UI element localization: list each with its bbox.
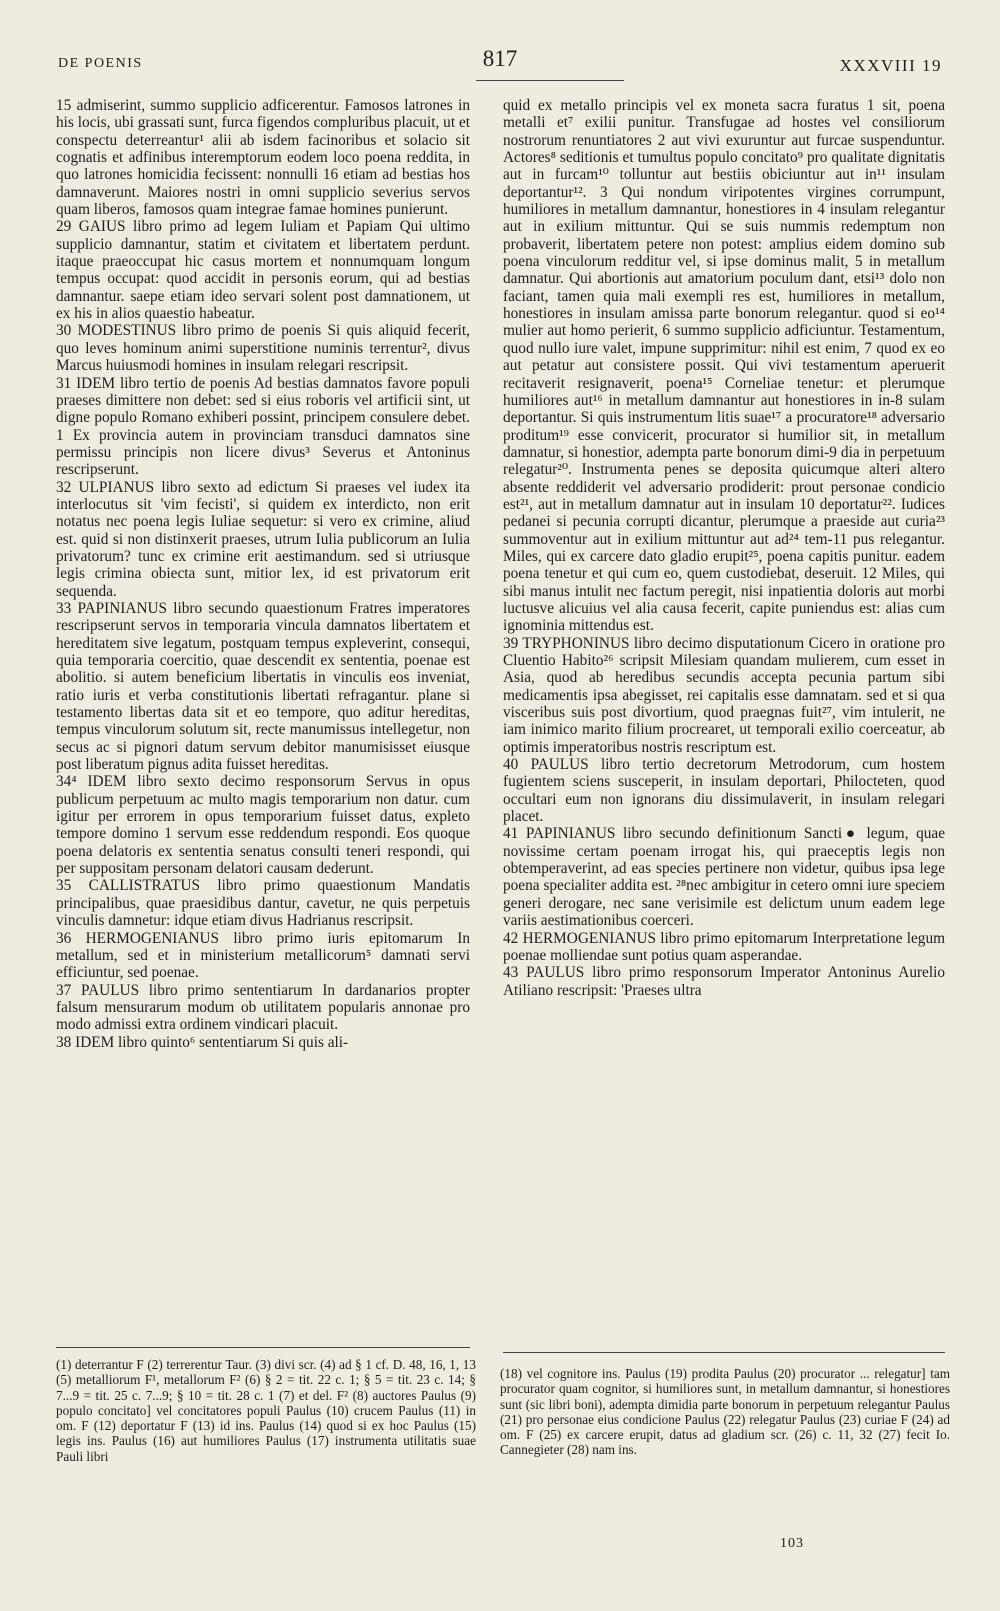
- footnotes-right: (18) vel cognitore ins. Paulus (19) prodita Paulus (20) procurator ... relegatur] tam procurator quam cognitor, si humiliores sunt, in metallum damnantur, si honestiores sunt (sic libri boni), adempta dimidia parte bonorum in perpetuum relegantur Paulus (21) pro personae eius condicione Paulus (22) relegatur Paulus (23) curiae F (24) ad om. F (25) ex carcere erupit, datus ad gladium scr. (26) c. 11, 32 (27) fecit Io. Cannegieter (28) nam ins.: [500, 1366, 950, 1458]
- paragraph: 33 PAPINIANUS libro secundo quaestionum Fratres imperatores rescripserunt servos in temporaria vincula damnatos libertatem et hereditatem sive legatum, postquam tempus expleverint, consequi, quia temporaria coercitio, quae descendit ex sententia, poenae est abolitio. si autem beneficium libertatis in vinculis eos inveniat, ratio iuris et verba constitutionis libertati refragantur. plane si testamento libertas data sit et eo tempore, quo aditur hereditas, tempus vinculorum solutum sit, recte manumissus intellegetur, non secus ac si pignori datum servum debitor manumisisset eiusque post liberatum pignus adita fuisset hereditas.: [56, 599, 470, 774]
- header-book-title-ref: XXXVIII 19: [839, 56, 942, 75]
- paragraph: 37 PAULUS libro primo sententiarum In dardanarios propter falsum mensurarum modum ob utilitatem popularis annonae pro modo admissi extra ordinem vindicari placuit.: [56, 981, 470, 1034]
- paragraph: 41 PAPINIANUS libro secundo definitionum Sancti● legum, quae novissime certam poenam irrogat his, qui praeceptis legis non obtemperaverint, ad eas species pertinere non videtur, quibus ipsa lege poena specialiter addita est. ²⁸nec ambigitur in cetero omni iure speciem generi derogare, nec sane verisimile est delictum unum eadem lege variis aestimationibus coerceri.: [503, 825, 945, 930]
- footnote-rule-right: [503, 1352, 945, 1353]
- paragraph: 29 GAIUS libro primo ad legem Iuliam et Papiam Qui ultimo supplicio damnantur, statim et civitatem et libertatem perdunt. itaque praeoccupat hic casus mortem et nonnumquam longum tempus occupat: quod accidit in personis eorum, qui ad bestias damnantur. saepe etiam ideo servari solent post damnationem, ut ex his in alios quaestio habeatur.: [56, 218, 470, 323]
- paragraph: 40 PAULUS libro tertio decretorum Metrodorum, cum hostem fugientem sciens susceperit, in insulam deportari, Philocteten, quod occultari eum non ignorans diu dissimulaverit, in insulam relegari placet.: [503, 756, 945, 826]
- signature-mark: 103: [780, 1536, 804, 1551]
- paragraph: 42 HERMOGENIANUS libro primo epitomarum Interpretatione legum poenae molliendae sunt potius quam asperandae.: [503, 929, 945, 964]
- paragraph: 38 IDEM libro quinto⁶ sententiarum Si quis ali-: [56, 1033, 349, 1051]
- running-header: [58, 40, 942, 80]
- paragraph: 36 HERMOGENIANUS libro primo iuris epitomarum In metallum, sed et in ministerium metallicorum⁵ damnati servi efficiuntur, sed poenae.: [56, 929, 470, 982]
- right-column: [503, 97, 945, 999]
- paragraph: 32 ULPIANUS libro sexto ad edictum Si praeses vel iudex ita interlocutus sit 'vim fecisti', si quidem ex interdicto, non erit notatus nec poena legis Iuliae sequetur: si vero ex crimine, aliud est. quid si non distinxerit praeses, utrum Iulia publicorum an Iulia privatorum? tunc ex crimine erit aestimandum. sed si utriusque legis crimina obiecta sunt, mitior lex, id est privatorum erit sequenda.: [56, 478, 470, 600]
- paragraph: 43 PAULUS libro primo responsorum Imperator Antoninus Aurelio Atiliano rescripsit: 'Praeses ultra: [503, 964, 945, 999]
- footnote-rule-left: [56, 1347, 470, 1348]
- paragraph: 35 CALLISTRATUS libro primo quaestionum Mandatis principalibus, quae praesidibus dantur, cavetur, ne quis perpetuis vinculis damnetur: idque etiam divus Hadrianus rescripsit.: [56, 877, 470, 930]
- header-rule: [476, 80, 624, 81]
- paragraph: 15 admiserint, summo supplicio adficerentur. Famosos latrones in his locis, ubi grassati sunt, furca figendos compluribus placuit, ut et conspectu deterreantur¹ alii ab isdem facinoribus et solacio sit cognatis et adfinibus interemptorum eodem loco poena reddita, in quo latrones homicidia fecissent: nonnulli 16 etiam ad bestias hos damnaverunt. Maiores nostri in omni supplicio severius servos quam liberos, famosos quam integrae famae homines punierunt.: [56, 97, 470, 219]
- paragraph: 31 IDEM libro tertio de poenis Ad bestias damnatos favore populi praeses dimittere non debet: sed si eius roboris vel artificii sint, ut digne populo Romano exhiberi possint, principem consulere debet. 1 Ex provincia autem in provinciam transduci damnatos sine permissu principis non licere divus³ Severus et Antoninus rescripserunt.: [56, 374, 470, 479]
- paragraph: 30 MODESTINUS libro primo de poenis Si quis aliquid fecerit, quo leves hominum animi superstitione numinis terrentur², divus Marcus huiusmodi homines in insulam relegari rescripsit.: [56, 322, 470, 375]
- left-column: [56, 97, 470, 1051]
- page-number: 817: [482, 46, 518, 71]
- paragraph: 34⁴ IDEM libro sexto decimo responsorum Servus in opus publicum perpetuum ac multo magis temporarium non datur. cum igitur per errorem in opus temporarium fuisset datus, expleto tempore domino 1 servum esse reddendum respondi. Eos quoque poena delatoris ex sententia senatus consulti teneri respondi, qui per suppositam personam delatori causam dederunt.: [56, 773, 470, 878]
- header-title: DE POENIS: [58, 56, 143, 71]
- paragraph: 39 TRYPHONINUS libro decimo disputationum Cicero in oratione pro Cluentio Habito²⁶ scripsit Milesiam quandam mulierem, cum esset in Asia, quod ab heredibus secundis accepta pecunia partum sibi medicamentis ipsa abegisset, rei capitalis esse damnatam. sed et si qua visceribus suis post divortium, quod praegnas fuit²⁷, vim intulerit, ne iam inimico marito filium procrearet, ut temporali exilio coerceatur, ab optimis imperatoribus nostris rescriptum est.: [503, 634, 945, 756]
- paragraph: quid ex metallo principis vel ex moneta sacra furatus 1 sit, poena metalli et⁷ exilii punitur. Transfugae ad hostes vel consiliorum nostrorum renuntiatores 2 aut vivi exuruntur aut furcae suspenduntur. Actores⁸ seditionis et tumultus populo concitato⁹ pro qualitate dignitatis aut in furcam¹⁰ tolluntur aut bestiis obiciuntur aut in¹¹ insulam deportantur¹². 3 Qui nondum viripotentes virgines corrumpunt, humiliores in metallum damnantur, honestiores in 4 insulam relegantur aut in exilium mittuntur. Qui se suis nummis redemptum non probaverit, libertatem petere non potest: amplius eidem domino sub poena vinculorum redditur vel, si ipse dominus malit, 5 in metallum damnatur. Qui abortionis aut amatorium poculum dant, etsi¹³ dolo non faciant, tamen quia mali exempli res est, humiliores in metallum, honestiores in insulam amissa parte bonorum relegantur. quod si eo¹⁴ mulier aut homo perierit, 6 summo supplicio adficiuntur. Testamentum, quod nullo iure valet, impune supprimitur: nihil est enim, 7 quod ex eo aut petatur aut consistere possit. Qui vivi testamentum aperuerit recitaverit resignaverit, poena¹⁵ Corneliae tenetur: et plerumque humiliores aut¹⁶ in metallum damnantur aut honestiores in in-8 sulam deportantur. Si quis instrumentum litis suae¹⁷ a procuratore¹⁸ adversario proditum¹⁹ esse convicerit, procurator si humilior sit, in metallum damnatur, si honestior, adempta parte bonorum dimi-9 dia in perpetuum relegatur²⁰. Instrumenta penes se deposita quicumque alteri altero absente reddiderit vel adversario prodiderit: prout personae condicio est²¹, aut in metallum damnatur aut in insulam 10 deportatur²². Iudices pedanei si pecunia corrupti dicantur, plerumque a praeside aut curia²³ summoventur aut in exilium mittuntur aut ad²⁴ tem-11 pus relegantur. Miles, qui ex carcere dato gladio erupit²⁵, poena capitis punitur. eadem poena tenetur et qui cum eo, quem custodiebat, deseruit. 12 Miles, qui sibi manus intulit nec factum peregit, nisi inpatientia doloris aut morbi luctusve alicuius vel alia causa fecerit, capite puniendus est: alias cum ignominia mittendus est.: [503, 97, 945, 635]
- footnotes-left: (1) deterrantur F (2) terrerentur Taur. (3) divi scr. (4) ad § 1 cf. D. 48, 16, 1, 13 (5) metalliorum F¹, metallorum F² (6) § 2 = tit. 22 c. 1; § 5 = tit. 23 c. 14; § 7...9 = tit. 25 c. 7...9; § 10 = tit. 28 c. 1 (7) et del. F² (8) auctores Paulus (9) populo concitato] vel concitatores populi Paulus (10) crucem Paulus (11) in om. F (12) deportatur F (13) id ins. Paulus (14) quod si ex hoc Paulus (15) legis ins. Paulus (16) aut humiliores Paulus (17) instrumenta utilitatis suae Pauli libri: [56, 1357, 476, 1464]
